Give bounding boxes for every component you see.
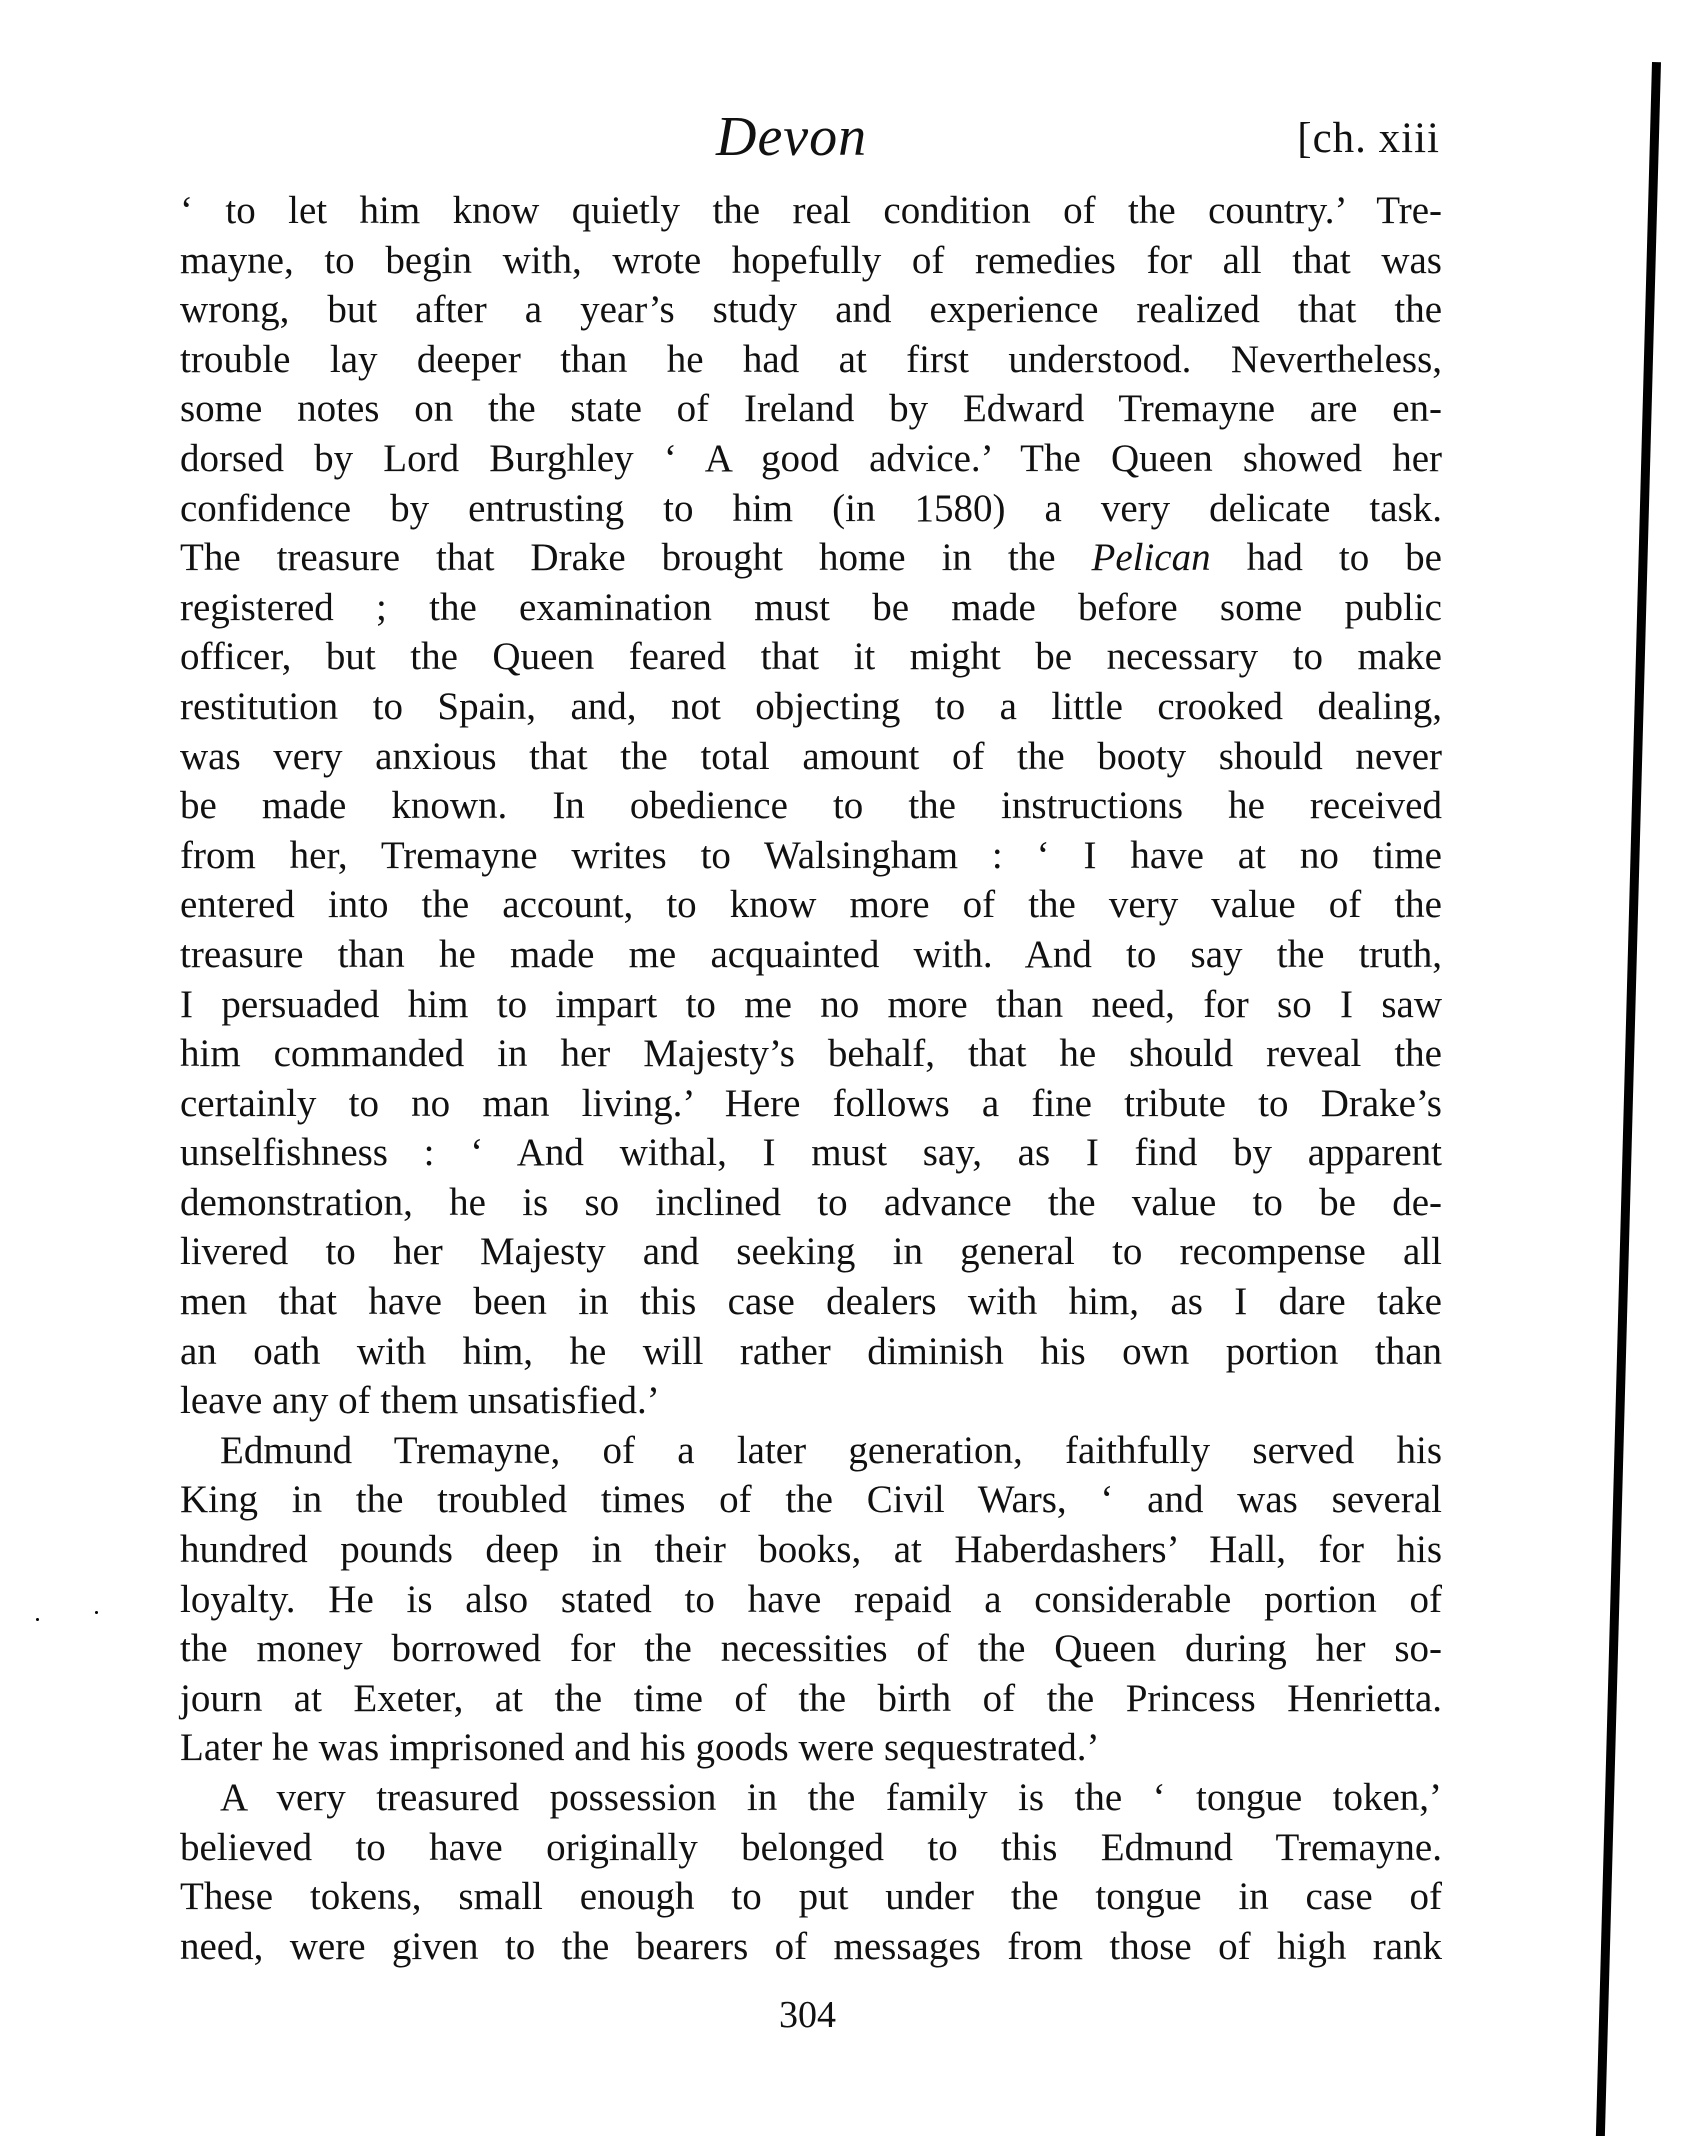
text-line: trouble lay deeper than he had at first understood. Nevertheless,: [180, 337, 1442, 381]
text-line: leave any of them unsatisfied.’: [180, 1379, 660, 1423]
page-number: 304: [779, 1994, 836, 2036]
text-line: men that have been in this case dealers with him, as I dare take: [180, 1280, 1442, 1324]
text-line: demonstration, he is so inclined to advance the value to be de-: [180, 1180, 1442, 1224]
text-line: the money borrowed for the necessities of the Queen during her so-: [180, 1627, 1442, 1671]
running-head: [180, 102, 1440, 172]
text-line: hundred pounds deep in their books, at Haberdashers’ Hall, for his: [180, 1528, 1442, 1572]
text-line: treasure than he made me acquainted with. And to say the truth,: [180, 932, 1442, 976]
text-line: ‘ to let him know quietly the real condition of the country.’ Tre-: [180, 189, 1442, 232]
text-line: unselfishness : ‘ And withal, I must say, as I find by apparent: [180, 1131, 1442, 1175]
text-line: some notes on the state of Ireland by Edward Tremayne are en-: [180, 387, 1442, 431]
text-line: confidence by entrusting to him (in 1580) a very delicate task.: [180, 486, 1442, 530]
text-line: Edmund Tremayne, of a later generation, faithfully served his: [220, 1428, 1442, 1472]
text-line-with-italic: [180, 533, 1442, 583]
binding-edge-shadow: [1596, 62, 1661, 2136]
text-line: believed to have originally belonged to this Edmund Tremayne.: [180, 1825, 1442, 1869]
text-line: need, were given to the bearers of messages from those of high rank: [180, 1924, 1442, 1968]
text-line: entered into the account, to know more of the very value of the: [180, 883, 1442, 927]
text-line: from her, Tremayne writes to Walsingham : ‘ I have at no time: [180, 833, 1442, 877]
text-line: him commanded in her Majesty’s behalf, that he should reveal the: [180, 1032, 1442, 1076]
text-line: I persuaded him to impart to me no more than need, for so I saw: [180, 982, 1442, 1026]
text-line: King in the troubled times of the Civil Wars, ‘ and was several: [180, 1478, 1442, 1522]
text-line: dorsed by Lord Burghley ‘ A good advice.’ The Queen showed her: [180, 436, 1442, 480]
text-line: certainly to no man living.’ Here follows a fine tribute to Drake’s: [180, 1081, 1442, 1125]
paragraph-1: [180, 186, 1442, 1426]
text-line: restitution to Spain, and, not objecting to a little crooked dealing,: [180, 684, 1442, 728]
text-segment: The treasure that Drake brought home in the: [180, 536, 1092, 580]
text-line: registered ; the examination must be made before some public: [180, 585, 1442, 629]
paragraph-2: [180, 1426, 1442, 1773]
scan-speck: [36, 1618, 39, 1621]
paragraph-3: [180, 1773, 1442, 1971]
running-title: Devon: [716, 106, 868, 168]
text-line: A very treasured possession in the family is the ‘ tongue token,’: [220, 1776, 1442, 1819]
text-line: journ at Exeter, at the time of the birth of the Princess Henrietta.: [180, 1676, 1442, 1720]
text-segment: had to be: [1210, 536, 1442, 580]
text-line: loyalty. He is also stated to have repaid a considerable portion of: [180, 1577, 1442, 1621]
chapter-reference: [ch. xiii: [1297, 115, 1440, 162]
text-line: officer, but the Queen feared that it might be necessary to make: [180, 635, 1442, 679]
text-line: Later he was imprisoned and his goods were sequestrated.’: [180, 1726, 1100, 1770]
text-line: be made known. In obedience to the instructions he received: [180, 784, 1442, 828]
ship-name-italic: Pelican: [1091, 536, 1211, 580]
body-text: [180, 186, 1442, 1971]
text-line: mayne, to begin with, wrote hopefully of remedies for all that was: [180, 238, 1442, 282]
text-line: an oath with him, he will rather diminish his own portion than: [180, 1329, 1442, 1373]
text-line: was very anxious that the total amount of the booty should never: [180, 734, 1442, 778]
text-line: These tokens, small enough to put under the tongue in case of: [180, 1875, 1442, 1919]
scan-speck: [95, 1611, 98, 1614]
text-line: wrong, but after a year’s study and experience realized that the: [180, 288, 1442, 332]
text-line: livered to her Majesty and seeking in general to recompense all: [180, 1230, 1442, 1274]
